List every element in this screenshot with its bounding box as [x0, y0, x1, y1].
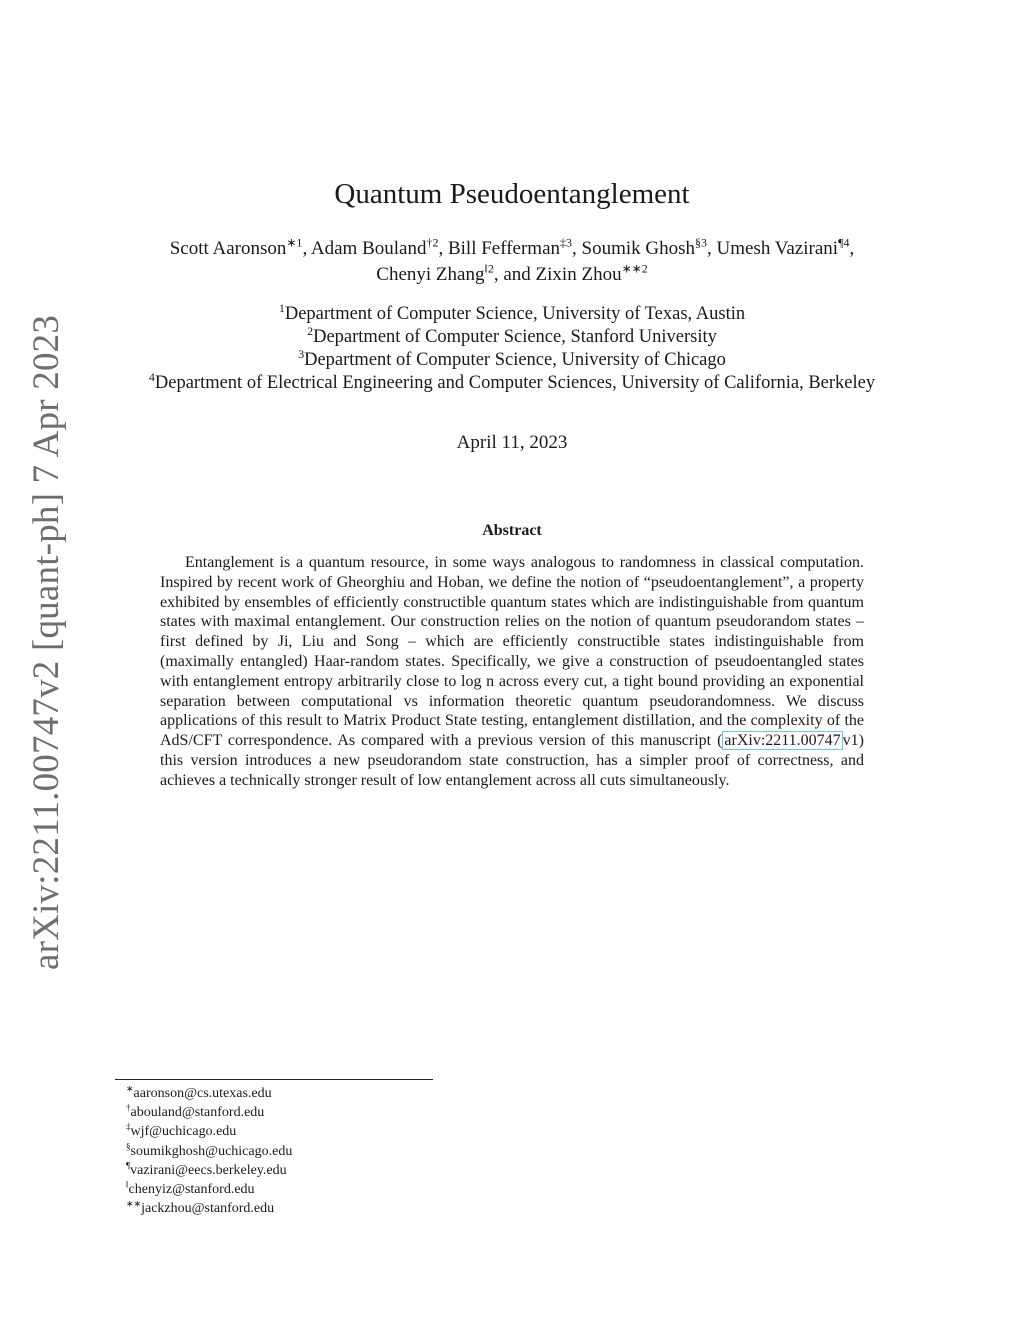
footnote-email[interactable]: abouland@stanford.edu — [130, 1105, 265, 1121]
footnote-mark: ∗∗ — [126, 1198, 142, 1209]
author-name: Zixin Zhou — [535, 264, 622, 285]
footnote — [126, 1142, 292, 1161]
author-separator: , — [438, 238, 448, 259]
affiliation-number: 3 — [298, 346, 305, 361]
author-separator: , and — [493, 264, 536, 285]
footnote-mark: ∗ — [126, 1083, 134, 1094]
affiliation-number: 4 — [148, 369, 155, 384]
affiliation — [90, 323, 934, 349]
author-mark: †2 — [426, 235, 439, 250]
footnote-mark: ‖ — [126, 1179, 129, 1190]
footnote-list — [126, 1084, 292, 1218]
author-line-1 — [100, 236, 924, 262]
author-separator: , — [302, 238, 311, 259]
affiliation — [90, 300, 934, 326]
author-name: Umesh Vazirani — [716, 238, 839, 259]
author-name: Bill Fefferman — [447, 238, 561, 259]
affiliation-text: Department of Computer Science, Stanford University — [313, 327, 717, 347]
footnote-mark: ‡ — [126, 1121, 131, 1132]
footnote-mark: † — [126, 1102, 131, 1113]
arxiv-link[interactable]: arXiv:2211.00747 — [724, 732, 841, 750]
abstract-text-continued: v1) this version introduces a new pseudorandom state construction, has a simpler proof of correctness, and achieves a technically stronger result of low entanglement across all cuts simultaneously. — [160, 732, 864, 789]
affiliation-text: Department of Computer Science, University of Chicago — [304, 350, 726, 370]
affiliation — [90, 346, 934, 372]
abstract-text: Entanglement is a quantum resource, in some ways analogous to randomness in classical computation. Inspired by recent work of Gheorghiu and Hoban, we define the notion of “pseudoentanglement”, a property exhibited by ensembles of efficiently constructible quantum states which are indistinguishable from quantum states with maximal entanglement. Our construction relies on the notion of quantum pseudorandom states – first defined by Ji, Liu and Song – which are efficiently constructible states indistinguishable from (maximally entangled) Haar-random states. Specifically, we give a construction of pseudoentangled states with entanglement entropy arbitrarily close to log n across every cut, a tight bound providing an exponential separation between computational vs information theoretic quantum pseudorandomness. We discuss applications of this result to Matrix Product State testing, entanglement distillation, and the complexity of the AdS/CFT correspondence. As compared with a previous version of this manuscript ( — [160, 554, 864, 750]
arxiv-stamp: arXiv:2211.00747v2 [quant-ph] 7 Apr 2023 — [26, 314, 67, 970]
author-mark: ∗∗2 — [621, 261, 648, 276]
affiliation-text: Department of Electrical Engineering and Computer Sciences, University of California, Berkeley — [154, 373, 876, 393]
footnote — [126, 1084, 292, 1103]
footnote-email[interactable]: vazirani@eecs.berkeley.edu — [130, 1162, 287, 1178]
author-list — [100, 236, 924, 288]
footnote — [126, 1103, 292, 1122]
author-line-2 — [100, 262, 924, 288]
affiliation-number: 2 — [307, 323, 314, 338]
author-mark: §3 — [695, 235, 708, 250]
author-separator: , — [707, 238, 717, 259]
affiliation-text: Department of Computer Science, University of Texas, Austin — [284, 304, 746, 324]
footnote — [126, 1180, 292, 1199]
affiliation-list — [90, 300, 934, 395]
footnote-rule — [115, 1079, 433, 1080]
publication-date: April 11, 2023 — [456, 432, 568, 453]
affiliation — [90, 369, 934, 395]
abstract-heading: Abstract — [482, 522, 542, 539]
author-name: Soumik Ghosh — [581, 238, 696, 259]
author-name: Adam Bouland — [310, 238, 427, 259]
paper-title: Quantum Pseudoentanglement — [334, 178, 690, 210]
author-mark: ∗1 — [286, 235, 303, 250]
footnote-email[interactable]: soumikghosh@uchicago.edu — [130, 1143, 293, 1159]
footnote — [126, 1199, 292, 1218]
abstract-body — [160, 553, 864, 791]
author-separator: , — [572, 238, 582, 259]
footnote — [126, 1122, 292, 1141]
footnote-mark: § — [126, 1140, 131, 1151]
footnote — [126, 1161, 292, 1180]
author-separator: , — [849, 238, 855, 259]
footnote-email[interactable]: chenyiz@stanford.edu — [128, 1182, 255, 1198]
author-mark: ¶4 — [838, 235, 850, 250]
author-mark: ‖2 — [484, 261, 494, 276]
footnote-email[interactable]: aaronson@cs.utexas.edu — [133, 1086, 272, 1101]
author-name: Chenyi Zhang — [376, 264, 485, 285]
footnote-email[interactable]: wjf@uchicago.edu — [130, 1124, 237, 1140]
author-mark: ‡3 — [560, 235, 573, 250]
author-name: Scott Aaronson — [169, 238, 287, 259]
footnote-mark: ¶ — [126, 1160, 131, 1171]
footnote-email[interactable]: jackzhou@stanford.edu — [141, 1201, 275, 1217]
affiliation-number: 1 — [278, 300, 285, 315]
